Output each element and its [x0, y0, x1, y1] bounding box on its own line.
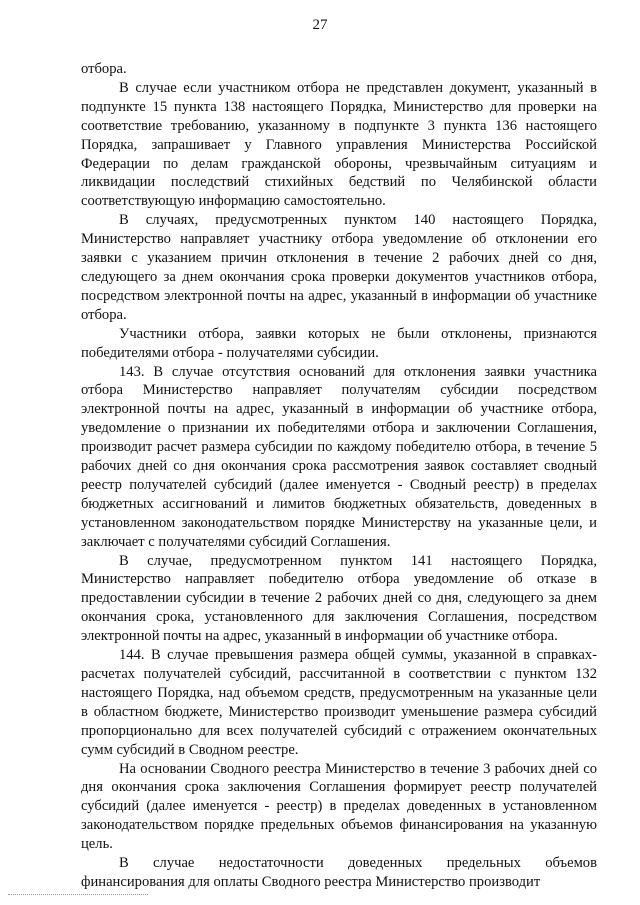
paragraph-rejection-notice: В случаях, предусмотренных пунктом 140 настоящего Порядка, Министерство направляет участнику отбора уведомление об отклонении его заявки с указанием причин отклонения в течение 2 рабочих дней со дня, следующего за днем окончания срока проверки документов участников отбора, посредством электронной почты на адрес, указанный в информации об участнике отбора. [81, 212, 597, 323]
paragraph-clause-144: 144. В случае превышения размера общей суммы, указанной в справках-расчетах получателей субсидий, рассчитанной в соответствии с пунктом 132 настоящего Порядка, над объемом средств, предусмотренным на указанные цели в областном бюджете, Министерство производит уменьшение размера субсидий пропорционально для всех получателей субсидий с отражением окончательных сумм субсидий в Сводном реестре. [81, 647, 597, 758]
document-body [81, 60, 597, 892]
paragraph-clause-143: 143. В случае отсутствия оснований для отклонения заявки участника отбора Министерство направляет получателям субсидии посредством электронной почты на адрес, указанный в информации об участнике отбора, уведомление о признании их победителями отбора и заключении Соглашения, производит расчет размера субсидии по каждому победителю отбора, в течение 5 рабочих дней со дня окончания срока рассмотрения заявок составляет сводный реестр получателей субсидий (далее именуется - Сводный реестр) в пределах бюджетных ассигнований и лимитов бюджетных обязательств, доведенных в установленном законодательством порядке Министерству на указанные цели, и заключает с получателями субсидий Соглашения. [81, 363, 597, 550]
paragraph-continuation: отбора. [81, 61, 127, 77]
paragraph-document-request: В случае если участником отбора не представлен документ, указанный в подпункте 15 пункта 138 настоящего Порядка, Министерство для проверки на соответствие требованию, указанному в подпункте 3 пункта 136 настоящего Порядка, запрашивает у Главного управления Министерства Российской Федерации по делам гражданской обороны, чрезвычайным ситуациям и ликвидации последствий стихийных бедствий по Челябинской области соответствующую информацию самостоятельно. [81, 79, 597, 210]
paragraph-refusal-notice: В случае, предусмотренном пунктом 141 настоящего Порядка, Министерство направляет победителю отбора уведомление об отказе в предоставлении субсидии в течение 2 рабочих дней со дня, следующего за днем окончания срока, установленного для заключения Соглашения, посредством электронной почты на адрес, указанный в информации об участнике отбора. [81, 552, 597, 645]
page-number: 27 [312, 17, 328, 33]
paragraph-registry: На основании Сводного реестра Министерство в течение 3 рабочих дней со дня окончания срока заключения Соглашения формирует реестр получателей субсидий (далее именуется - реестр) в пределах доведенных в установленном законодательством порядке предельных объемов финансирования на указанную цель. [81, 760, 597, 853]
paragraph-insufficiency: В случае недостаточности доведенных предельных объемов финансирования для оплаты Сводного реестра Министерство производит [81, 855, 597, 890]
footer-divider [8, 894, 148, 895]
paragraph-winners: Участники отбора, заявки которых не были отклонены, признаются победителями отбора - получателями субсидии. [81, 325, 597, 361]
